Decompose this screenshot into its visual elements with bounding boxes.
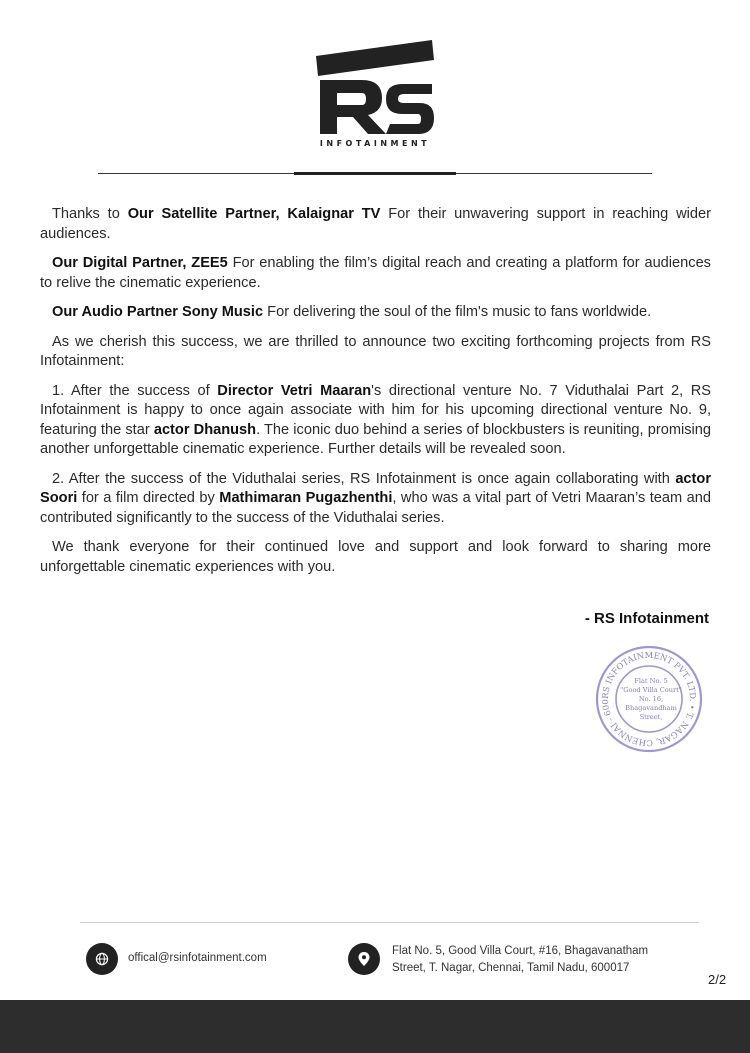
text-run: We thank everyone for their continued love and support and look forward to sharing more unforgettable cinematic experiences with you.	[40, 539, 711, 575]
rs-logo-mark	[310, 38, 440, 138]
svg-text:RS INFOTAINMENT PVT. LTD. • T.: RS INFOTAINMENT PVT. LTD. • T. NAGAR, CHENNAI - 600	[599, 649, 699, 749]
seal-line: "Good Villa Court"	[620, 686, 682, 694]
paragraph-6	[40, 470, 711, 529]
bold-text: actor Soori	[40, 470, 711, 506]
paragraph-3	[40, 303, 711, 323]
seal-line: Flat No. 5	[634, 677, 668, 685]
bold-text: Our Audio Partner Sony Music	[52, 304, 264, 320]
text-run: 1. After the success of	[52, 382, 218, 399]
bold-text: actor Dhanush	[153, 421, 257, 438]
bold-text: Our Digital Partner, ZEE5	[52, 255, 228, 271]
text-run: For delivering the soul of the film's music to fans worldwide.	[263, 304, 652, 320]
footer-email[interactable]: offical@rsinfotainment.com	[128, 952, 267, 964]
paragraph-5	[40, 382, 711, 460]
text-run: , who was a vital part of Vetri Maaran’s team and contributed significantly to the success of the Viduthalai series.	[40, 490, 711, 526]
bold-text: Mathimaran Pugazhenthi	[219, 490, 393, 506]
address-line-2: Street, T. Nagar, Chennai, Tamil Nadu, 600017	[392, 962, 630, 974]
letter-body	[40, 205, 711, 587]
location-pin-icon	[348, 943, 380, 975]
globe-icon[interactable]	[86, 943, 118, 975]
bold-text: Director Vetri Maaran	[217, 382, 372, 399]
paragraph-1	[40, 205, 711, 244]
footer-divider	[80, 922, 699, 923]
paragraph-4	[40, 333, 711, 372]
logo-subtitle: INFOTAINMENT	[319, 139, 431, 148]
bold-text: Our Satellite Partner, Kalaignar TV	[127, 206, 381, 222]
seal-line: Street,	[639, 713, 663, 721]
paragraph-2	[40, 254, 711, 293]
seal-line: No. 16,	[638, 695, 664, 703]
text-run: for a film directed by	[77, 490, 220, 506]
header-divider-accent	[294, 172, 456, 175]
text-run: 's directional venture No. 7 Viduthalai Part 2, RS Infotainment is happy to once again associate with him for his upcoming directional venture No. 9, featuring the star	[40, 382, 711, 438]
signoff: - RS Infotainment	[584, 610, 709, 627]
page-number: 2/2	[708, 972, 727, 987]
text-run: Thanks to	[52, 206, 128, 222]
seal-graphic	[594, 644, 704, 754]
text-run: For enabling the film’s digital reach and creating a platform for audiences to relive the cinematic experience.	[40, 255, 711, 291]
address-line-1: Flat No. 5, Good Villa Court, #16, Bhagavanatham	[392, 945, 649, 957]
company-seal	[594, 644, 704, 754]
company-logo	[310, 38, 440, 148]
paragraph-7	[40, 538, 711, 577]
seal-line: Bhagavandham	[625, 704, 677, 712]
footer-address	[392, 943, 648, 977]
text-run: 2. After the success of the Viduthalai series, RS Infotainment is once again collaborating with	[52, 470, 676, 487]
footer-bar	[0, 1000, 750, 1053]
text-run: As we cherish this success, we are thrilled to announce two exciting forthcoming projects from RS Infotainment:	[40, 333, 711, 369]
text-run: . The iconic duo behind a series of blockbusters is reuniting, promising another unforgettable cinematic experience. Further details will be revealed soon.	[40, 421, 712, 457]
text-run: For their unwavering support in reaching wider audiences.	[40, 206, 711, 242]
